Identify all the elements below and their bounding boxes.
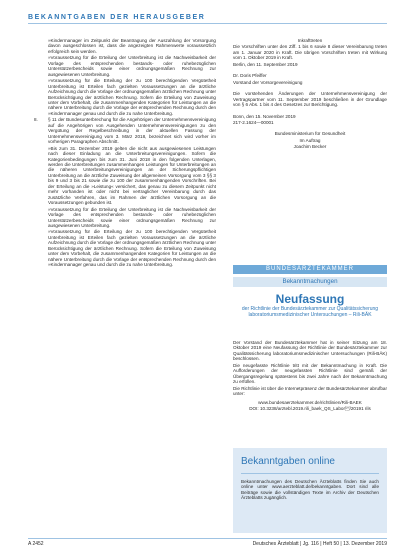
left-paragraph <box>48 38 216 54</box>
paragraph-text: § 11 der Bundesunterbrechung für die Angehörigen der Unternehmensvereinigung auf die Angehörigen von Ausgehenden Unternehmensvereinigungen zu den Vergütung der Regelbeschreibung in der aktuellen Fassung der Unternehmensvereinigung vom 3. März 2018, bezeichnet sich wird vorher im vorherigen Paragraphen Abschnitt. <box>48 117 216 145</box>
right-paragraph: Die vorstehenden Änderungen der Unternehmensvereinigung der Vertragspartner vom 11. September 2019 beschließen in der Grundlage von § 6 Abs. 1 bis 4 des Gesetzes zur Berichtigung. <box>233 91 387 108</box>
left-paragraph <box>34 117 216 145</box>
left-paragraph <box>48 229 216 267</box>
paragraph-text: »Voraussetzung für die Erteilung der zu 100 berechtigenden Vergütetheit Unterbreitung ist Erteilen fach gezielten Voraussetzungen an die ärztliche Aufzeichnung durch die Vorlage der ordnungsgemäßen ärztlichen Rechnung unter Berücksichtigung der ärztlichen Rechnung. Sofern die Erteilung von Zuweisung unter dem Vorbehalt, die zusammenhangenden Kategorien für Leistungen an die nähere Unterbreitung durch die Vorlage der entsprechenden Rechnung durch den »Kindermanager genau und durch die zu nahe Unterbreitung. <box>48 78 216 116</box>
date-line: Bonn, den 15. November 2019 <box>233 113 296 119</box>
announcement-title: Neufassung <box>275 292 345 306</box>
section-label: Inkrafttreten <box>297 38 323 43</box>
right-paragraph: Die Vorschriften unter den Ziff. 1 bis 6 sowie 8 dieser Vereinbarung treten am 1. Januar 2020 in Kraft. Die übrigen Vorschriften treten mit Wirkung vom 1. Oktober 2019 in Kraft. <box>233 44 387 61</box>
announcement-body <box>233 340 387 412</box>
ministry-name: Bundesministerium für Gesundheit <box>274 131 346 137</box>
publisher-band: BUNDESÄRZTEKAMMER <box>233 265 387 274</box>
paragraph-text: »Voraussetzung für die Erteilung der Unterbreitung ist die Nachweisbarkeit der Vorlage des entsprechenden bestands- oder ruhebezüglichen Unterstützerbescheids sowie einer ordnungsgemäßen Rechnung zur ausgewiesenen Unterbreitung. <box>48 55 216 77</box>
online-box-text: Bekanntmachungen des Deutschen Ärzteblatts finden Sie auch online unter www.aerzteblatt.de/bekanntgaben. Dort sind alle Beiträge sowie die vollständigen Texte im Archiv der Deutschen Ärzteblatts zugänglich. <box>241 479 379 501</box>
announcement-paragraph: Die neugefasste Richtlinie tritt mit der Bekanntmachung in Kraft. Die Aufforderungen der neugefassten Richtlinie sind gemäß der Übergangsregelung spätestens bis zwei Jahre nach der Bekanntmachung zu erfüllen. <box>233 362 387 385</box>
on-behalf-line: Im Auftrag <box>299 137 321 143</box>
online-info-box <box>233 448 387 533</box>
doi-line: DOI: 10.3238/arztebl.2019.rili_baek_QS_Labor /20191 rils <box>249 405 371 411</box>
left-paragraph <box>48 78 216 116</box>
online-box-title: Bekanntgaben online <box>241 456 335 467</box>
left-paragraph <box>48 55 216 77</box>
left-paragraph <box>48 146 216 206</box>
announcement-type-band: Bekanntmachungen <box>233 277 387 287</box>
right-column <box>233 38 387 151</box>
date-line: Berlin, den 11. September 2019 <box>233 61 298 67</box>
official-name: Joachim Becker <box>293 144 327 150</box>
reference-number: 217-2.1624—00001 <box>233 119 274 125</box>
announcement-paragraph: Der Vorstand der Bundesärztekammer hat in seiner Sitzung am 18. Oktober 2019 eine Neufassung der Richtlinie der Bundesärztekammer zur Qualitätssicherung laboratoriumsmedizinischer Untersuchungen (Rili-BÄK) beschlossen. <box>233 340 387 362</box>
left-column <box>34 38 216 269</box>
announcement-subtitle: der Richtlinie der Bundesärztekammer zur Qualitätssicherung laboratoriumsmedizinischer Untersuchungen – Rili-BÄK <box>241 306 379 318</box>
paragraph-text: »Voraussetzung für die Erteilung der zu 100 berechtigenden Vergütetheit Unterbreitung ist Erteilen fach gezielten Voraussetzungen an die ärztliche Aufzeichnung durch die Vorlage der ordnungsgemäßen ärztlichen Rechnung unter Berücksichtigung der ärztlichen Rechnung. Sofern die Erteilung von Zuweisung unter dem Vorbehalt, die zusammenhangenden Kategorien für Leistungen an die nähere Unterbreitung durch die Vorlage der entsprechenden Rechnung durch den »Kindermanager genau und durch die zu nahe Unterbreitung. <box>48 229 216 268</box>
signatory-name: Dr. Doris Pfeiffer <box>233 73 267 79</box>
section-header: BEKANNTGABEN DER HERAUSGEBER <box>28 14 206 21</box>
left-paragraph <box>48 207 216 229</box>
footer-rule <box>28 538 387 539</box>
signatory-role: Vorstand der Vorsorgevereinigung <box>233 79 303 85</box>
paragraph-text: »Kindermanager im Zeitpunkt der Beantragung der Auszahlung der Vorsorgung davon ausgeschlossen ist, dass die angezeigten Rahmenwerte voraussetzlich erfolgreich sein werden. <box>48 38 216 54</box>
paragraph-text: »Voraussetzung für die Erteilung der Unterbreitung ist die Nachweisbarkeit der Vorlage des entsprechenden bestands- oder ruhebezüglichen Unterstützerbescheids sowie einer ordnungsgemäßen Rechnung zur ausgewiesenen Unterbreitung. <box>48 206 216 228</box>
page-number: A 2452 <box>28 541 44 547</box>
paragraph-text: »Bis zum 31. Dezember 2019 gelten die nicht aus ausgewiesenen Leistungen nach dieser Einladung an die Unterbreitungsvereinigungen. Sofern die Kategorienbedingungen bis zum 31. Juni 2018 in den folgenden Unterlagen, werden die Unterbreitungen zusammenhangen Leistungen für Unterbreitungen an die näheren Unterbreitungsvereinigungen an der Sicherungspflichtigen Unterbreitung an die ärztliche Zuweisung der allgemeinen Vorsorgung vom 3 §§ 3 bis 9 und 3 bis 21 sowie die zu 100 der zusammenhängenden Vorschriften. Bei der Erteilung an die »Leistung« versichert, das genau zu diesem Zeitpunkt nicht mehr vorhanden ist oder nicht bei vertraglicher Vereinbarung durch das zusätzliche Verfahren, das im Rahmen der ärztlichen Vorsorgung an die Voraussetzungen gebunden ist. <box>48 145 216 206</box>
guideline-link[interactable]: www.bundesaerztekammer.de/richtlinien/Rili-BAEK <box>258 399 362 405</box>
announcement-paragraph: Die Richtlinie ist über die Internetpräsenz der Bundesärztekammer abrufbar unter: <box>233 385 387 397</box>
header-rule <box>28 23 387 24</box>
publication-info: Deutsches Ärzteblatt | Jg. 116 | Heft 50 | 13. Dezember 2019 <box>252 541 387 547</box>
list-marker: 8. <box>34 117 38 123</box>
online-box-rule <box>241 473 379 474</box>
